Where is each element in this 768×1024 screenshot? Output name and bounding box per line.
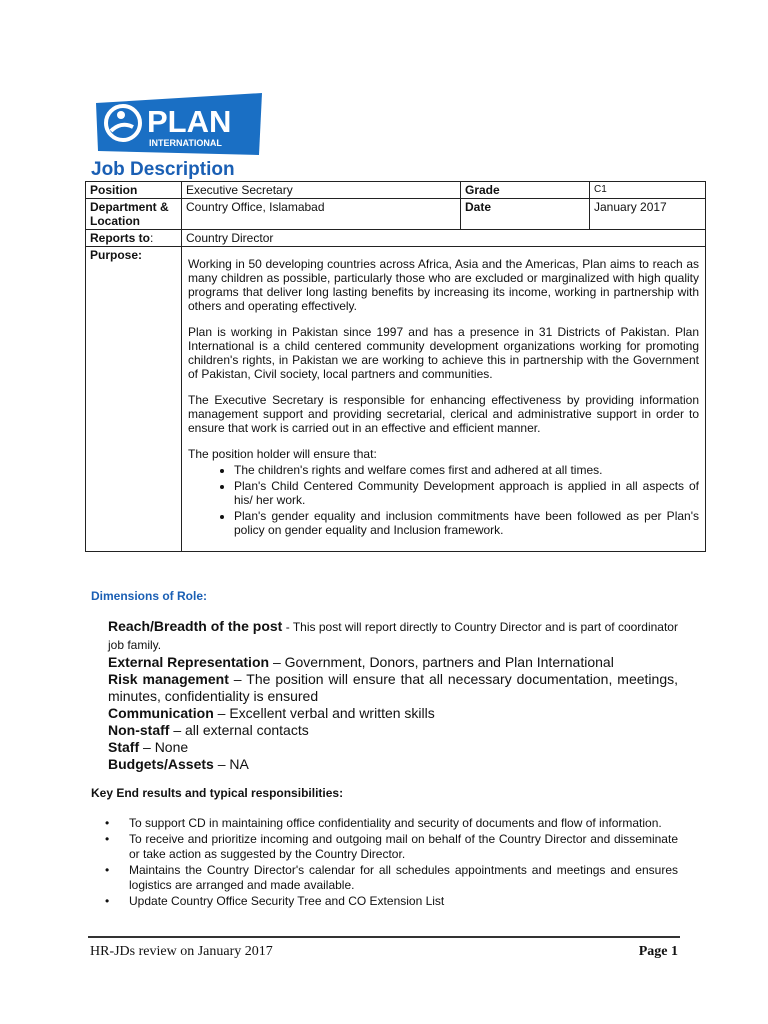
purpose-label: Purpose:: [86, 247, 182, 552]
communication-label: Communication: [108, 705, 214, 721]
reports-to-value: Country Director: [182, 230, 706, 247]
grade-value: C1: [590, 182, 706, 199]
staff-label: Staff: [108, 739, 140, 755]
key-results-title: Key End results and typical responsibilities:: [91, 786, 344, 800]
reports-to-label-text: Reports to: [90, 231, 150, 245]
date-label: Date: [461, 199, 590, 230]
key-result-text: To support CD in maintaining office confidentiality and security of documents and flow of information.: [129, 816, 662, 830]
key-result-item: • To support CD in maintaining office confidentiality and security of documents and flow of information.: [105, 816, 662, 830]
budgets-text: – NA: [213, 756, 249, 772]
purpose-paragraph: Working in 50 developing countries across Africa, Asia and the Americas, Plan aims to reach as many children as possible, particularly those who are excluded or marginalized with high quality programs that deliver long lasting benefits by increasing its income, working in partnership with others and operating effectively.: [188, 257, 699, 313]
position-label: Position: [86, 182, 182, 199]
page-title: Job Description: [91, 159, 235, 180]
risk-row: [108, 671, 678, 705]
external-label: External Representation: [108, 654, 270, 670]
key-result-text: Update Country Office Security Tree and CO Extension List: [129, 894, 445, 908]
purpose-paragraph: The position holder will ensure that:: [188, 447, 377, 461]
reach-text: - This post will report directly to Country Director and is part of coordinator job family.: [108, 620, 678, 652]
purpose-paragraph: The Executive Secretary is responsible for enhancing effectiveness by providing information management support and providing secretarial, clerical and administrative support in order to ensure that work is carried out in an effective and efficient manner.: [188, 393, 699, 435]
external-row: [108, 654, 678, 671]
purpose-bullet-list: [188, 463, 699, 537]
logo-word: PLAN: [147, 104, 232, 139]
footer-divider: [88, 936, 680, 938]
risk-text: – The position will ensure that all necessary documentation, meetings, minutes, confidentiality is ensured: [108, 671, 678, 704]
communication-text: – Excellent verbal and written skills: [213, 705, 435, 721]
external-text: – Government, Donors, partners and Plan International: [269, 654, 614, 670]
communication-row: [108, 705, 678, 722]
logo-subword: INTERNATIONAL: [149, 138, 222, 148]
reach-row: [108, 618, 678, 654]
risk-label: Risk management: [108, 671, 229, 687]
staff-text: – None: [139, 739, 189, 755]
purpose-bullet: • The children's rights and welfare comes first and adhered at all times.: [234, 463, 699, 477]
reach-label: Reach/Breadth of the post: [108, 618, 283, 634]
staff-row: [108, 739, 678, 756]
page-number: Page 1: [638, 944, 678, 959]
key-result-item: • Maintains the Country Director's calendar for all schedules appointments and meetings and ensures logistics are arranged and made available.: [105, 863, 678, 892]
purpose-bullet: • Plan's gender equality and inclusion commitments have been followed as per Plan's policy on gender equality and Inclusion framework.: [234, 509, 699, 537]
department-label: [86, 199, 182, 230]
key-result-item: • To receive and prioritize incoming and outgoing mail on behalf of the Country Director and disseminate or take action as suggested by the Country Director.: [105, 832, 678, 861]
department-label-line1: Department &: [90, 200, 169, 214]
key-results-list: [103, 816, 678, 910]
reports-to-label: [86, 230, 182, 247]
purpose-bullet: • Plan's Child Centered Community Development approach is applied in all aspects of his/ her work.: [234, 479, 699, 507]
dimensions-title: Dimensions of Role:: [91, 589, 208, 603]
budgets-row: [108, 756, 678, 773]
dimensions-list: [108, 618, 678, 773]
purpose-paragraph: Plan is working in Pakistan since 1997 and has a presence in 31 Districts of Pakistan. Plan International is a child centered community development organizations working for promoting children's rights, in Pakistan we are working to achieve this in partnership with the Government of Pakistan, Civil society, local partners and communities.: [188, 325, 699, 381]
non-staff-text: – all external contacts: [169, 722, 309, 738]
position-value: Executive Secretary: [182, 182, 461, 199]
reports-to-colon: :: [150, 231, 154, 245]
key-result-text: Maintains the Country Director's calendar for all schedules appointments and meetings and ensures logistics are arranged and made available.: [129, 863, 678, 892]
key-result-item: • Update Country Office Security Tree and CO Extension List: [105, 894, 445, 908]
grade-label: Grade: [461, 182, 590, 199]
department-label-line2: Location: [90, 214, 140, 228]
plan-international-logo: [93, 91, 265, 157]
job-info-table: [85, 181, 706, 552]
non-staff-row: [108, 722, 678, 739]
non-staff-label: Non-staff: [108, 722, 170, 738]
purpose-text: [182, 247, 706, 552]
key-result-text: To receive and prioritize incoming and outgoing mail on behalf of the Country Director and disseminate or take action as suggested by the Country Director.: [129, 832, 678, 861]
footer-review-note: HR-JDs review on January 2017: [90, 944, 273, 959]
department-value: Country Office, Islamabad: [182, 199, 461, 230]
date-value: January 2017: [590, 199, 706, 230]
budgets-label: Budgets/Assets: [108, 756, 214, 772]
